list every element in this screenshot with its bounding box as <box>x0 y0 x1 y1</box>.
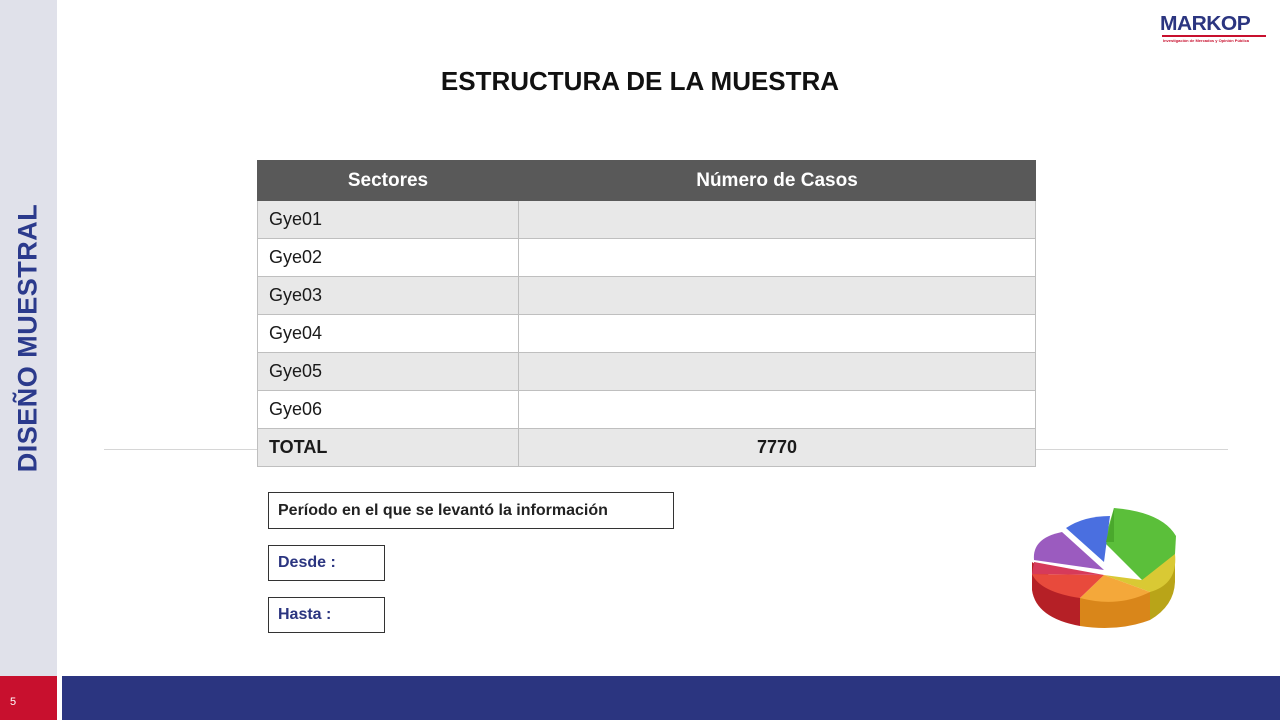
table-row <box>258 239 1036 277</box>
header-sectores: Sectores <box>258 161 519 201</box>
casos-cell <box>519 201 1036 239</box>
side-band <box>0 0 57 676</box>
casos-cell <box>519 277 1036 315</box>
page-number: 5 <box>10 696 17 708</box>
footer-bar <box>62 676 1280 720</box>
total-row <box>258 429 1036 467</box>
casos-cell <box>519 239 1036 277</box>
periodo-box <box>268 492 674 529</box>
header-numero-casos: Número de Casos <box>519 161 1036 201</box>
sample-table <box>257 160 1036 467</box>
hasta-label: Hasta : <box>278 606 332 623</box>
hasta-box <box>268 597 385 633</box>
table-row <box>258 315 1036 353</box>
table-row <box>258 201 1036 239</box>
total-label: TOTAL <box>258 429 519 467</box>
markop-logo <box>1160 14 1268 44</box>
periodo-label: Período en el que se levantó la información <box>278 501 608 519</box>
logo-name: MARKOP <box>1160 13 1251 35</box>
sector-cell: Gye03 <box>258 277 519 315</box>
section-title: DISEÑO MUESTRAL <box>12 203 43 473</box>
total-value: 7770 <box>519 429 1036 467</box>
sector-cell: Gye05 <box>258 353 519 391</box>
sector-cell: Gye02 <box>258 239 519 277</box>
logo-tagline: Investigación de Mercados y Opinión Pública <box>1163 38 1250 43</box>
logo-rule <box>1162 35 1266 37</box>
casos-cell <box>519 391 1036 429</box>
table-header-row <box>258 161 1036 201</box>
desde-box <box>268 545 385 581</box>
page-number-box <box>0 676 57 720</box>
casos-cell <box>519 353 1036 391</box>
sector-cell: Gye01 <box>258 201 519 239</box>
3d-pie-chart-icon <box>1022 500 1182 650</box>
page-title: ESTRUCTURA DE LA MUESTRA <box>440 66 840 96</box>
table-row <box>258 391 1036 429</box>
table-row <box>258 277 1036 315</box>
table-row <box>258 353 1036 391</box>
casos-cell <box>519 315 1036 353</box>
desde-label: Desde : <box>278 554 336 571</box>
sector-cell: Gye04 <box>258 315 519 353</box>
sector-cell: Gye06 <box>258 391 519 429</box>
